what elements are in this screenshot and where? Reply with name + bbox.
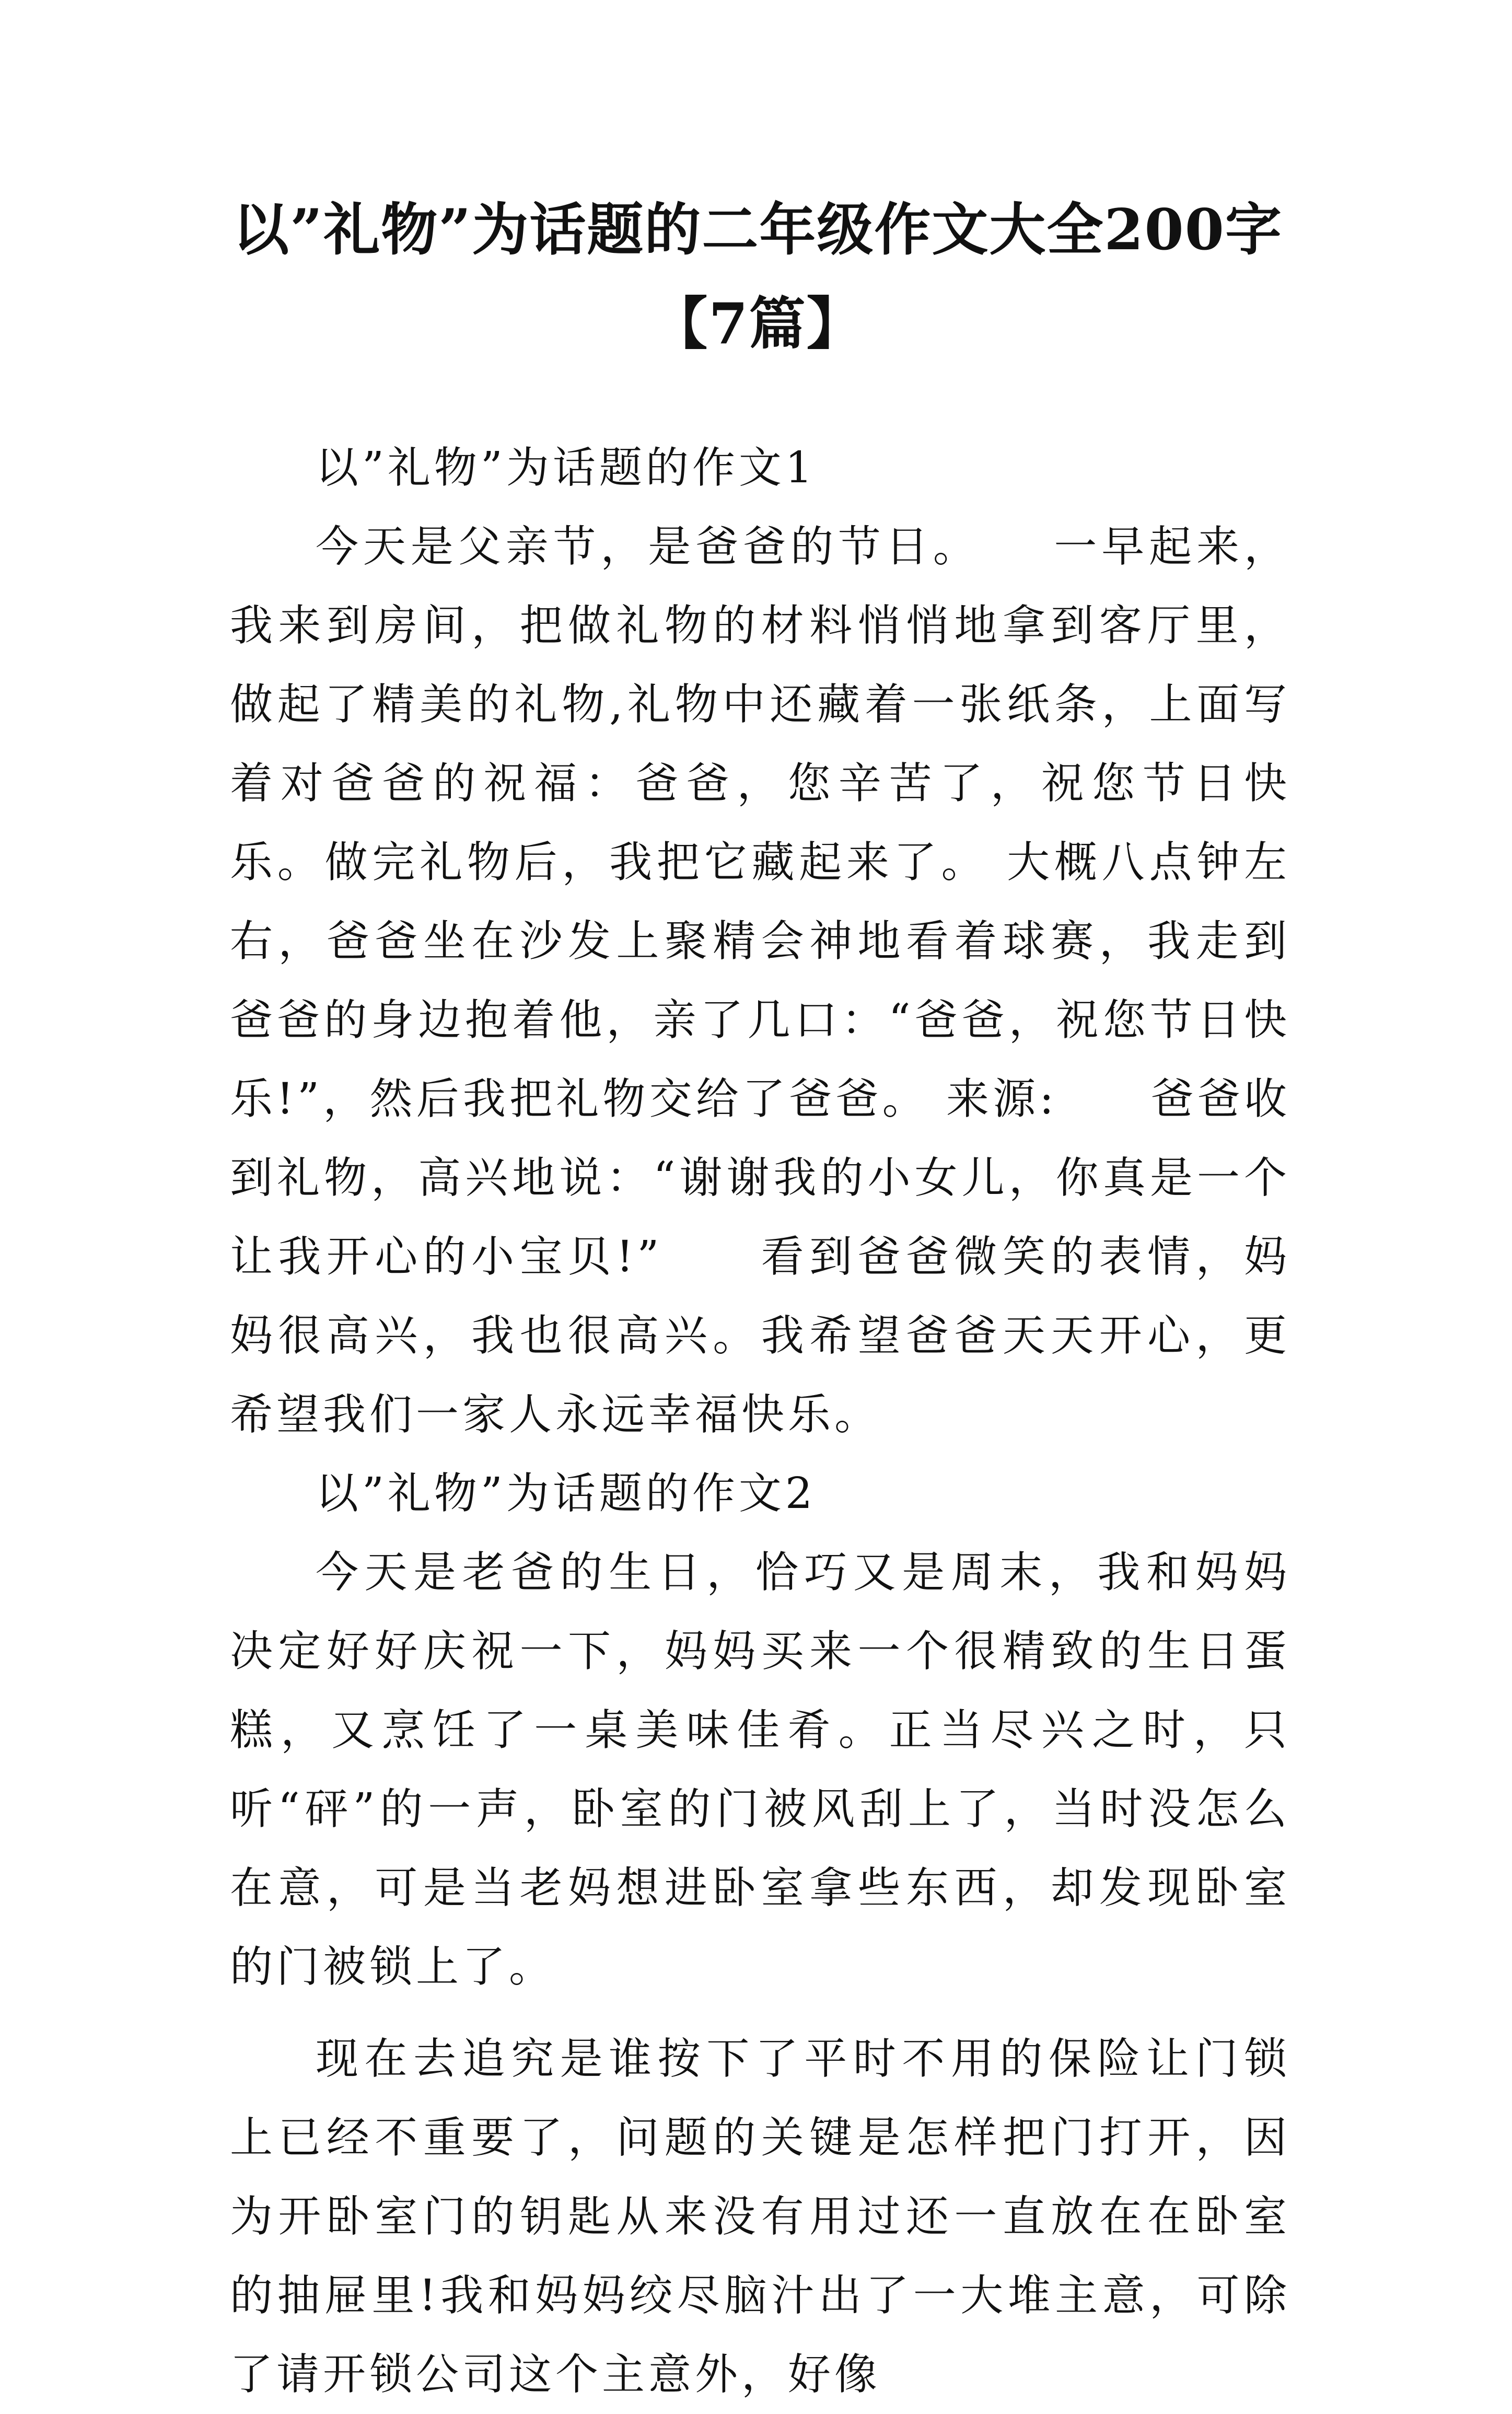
essay-1-paragraph: 今天是父亲节，是爸爸的节日。 一早起来，我来到房间，把做礼物的材料悄悄地拿到客厅里，做起了精美的礼物,礼物中还藏着一张纸条，上面写着对爸爸的祝福：爸爸，您辛苦了，祝您节日快乐。做完礼物后，我把它藏起来了。 大概八点钟左右，爸爸坐在沙发上聚精会神地看着球赛，我走到爸爸的身边抱着他，亲了几口：“爸爸，祝您节日快乐!”，然后我把礼物交给了爸爸。 来源: 爸爸收到礼物，高兴地说：“谢谢我的小女儿，你真是一个让我开心的小宝贝!” 看到爸爸微笑的表情，妈妈很高兴，我也很高兴。我希望爸爸天天开心，更希望我们一家人永远幸福快乐。 [230,522,1290,1440]
essay-2-paragraph-1: 今天是老爸的生日，恰巧又是周末，我和妈妈决定好好庆祝一下，妈妈买来一个很精致的生日蛋糕，又烹饪了一桌美味佳肴。正当尽兴之时，只听“砰”的一声，卧室的门被风刮上了，当时没怎么在意，可是当老妈想进卧室拿些东西，却发现卧室的门被锁上了。 [230,1548,1290,1992]
essay-1-heading: 以”礼物”为话题的作文1 [316,443,817,493]
document-body [230,428,1290,2414]
essay-2-paragraph-2: 现在去追究是谁按下了平时不用的保险让门锁上已经不重要了，问题的关键是怎样把门打开，因为开卧室门的钥匙从来没有用过还一直放在在卧室的抽屉里!我和妈妈绞尽脑汁出了一大堆主意，可除了请开锁公司这个主意外，好像 [230,2034,1290,2399]
essay-2-heading: 以”礼物”为话题的作文2 [316,1469,817,1518]
document-title: 以”礼物”为话题的二年级作文大全200字【7篇】 [232,197,1283,357]
